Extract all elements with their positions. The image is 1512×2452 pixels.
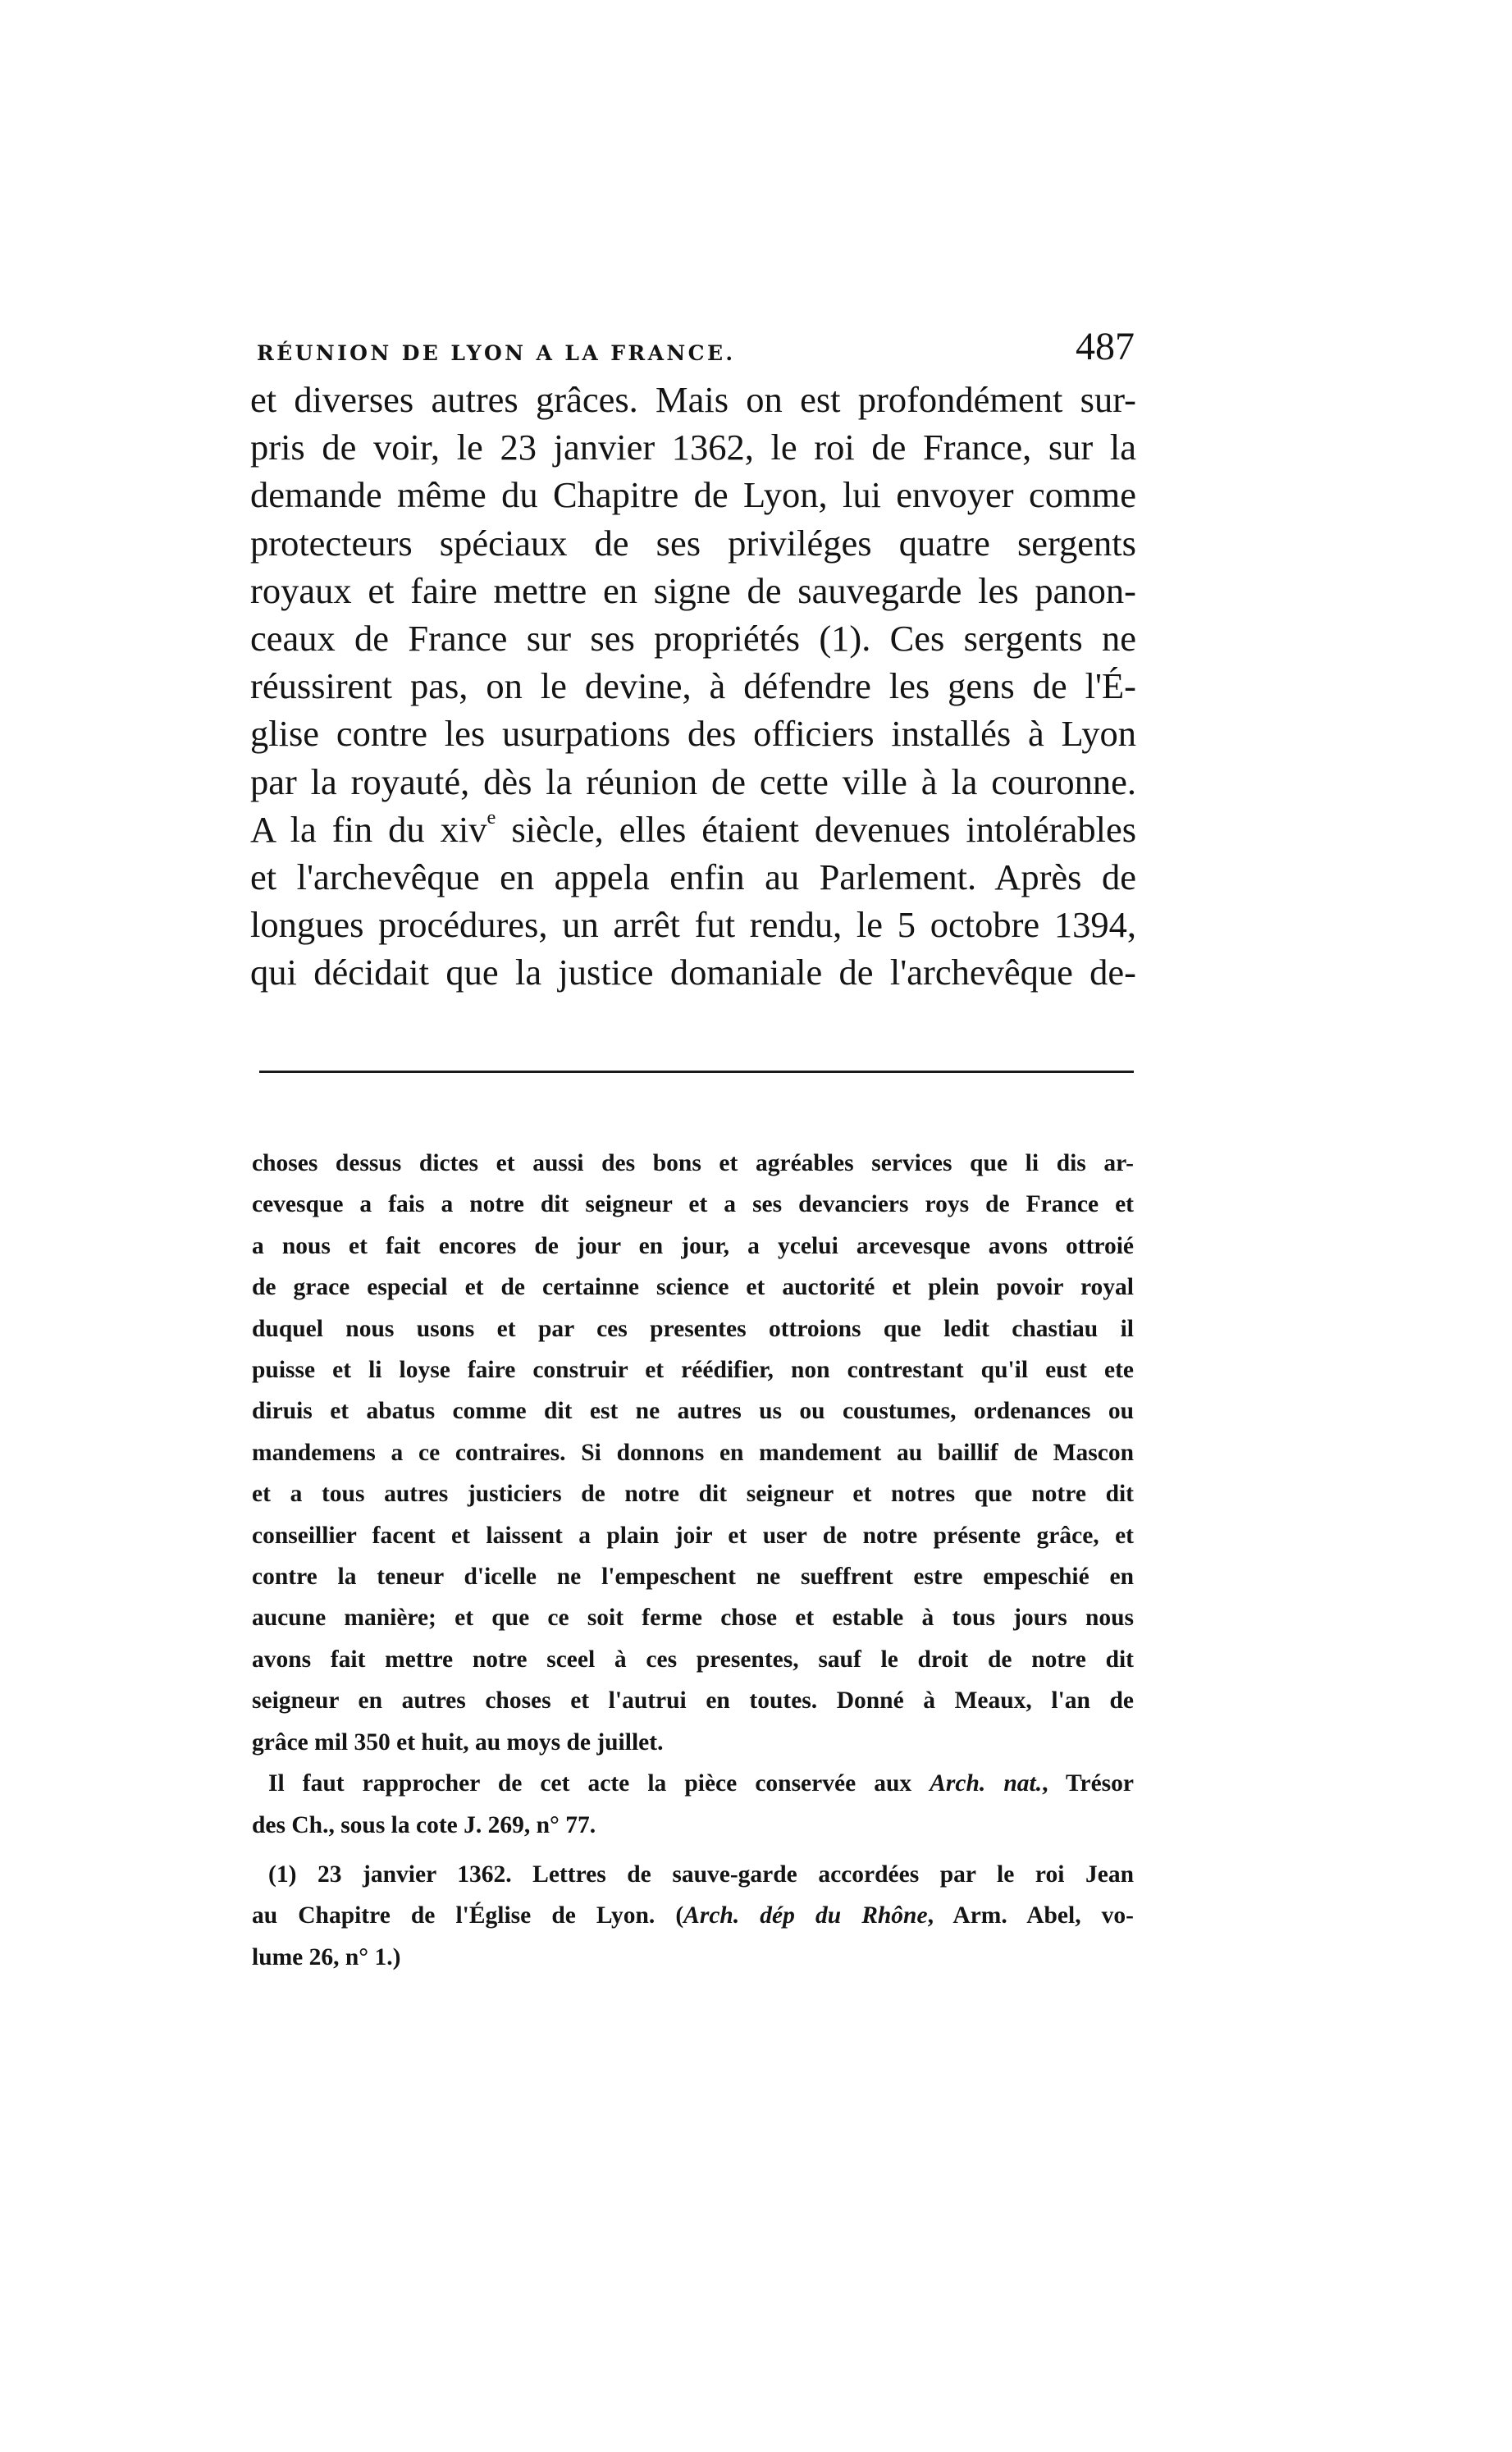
- note-line: grâce mil 350 et huit, au moys de juillet.: [252, 1728, 664, 1756]
- text-fragment: A la fin du xiv: [250, 808, 487, 850]
- note-line: puisse et li loyse faire construir et réédifier, non contrestant qu'il eust ete: [252, 1357, 1134, 1384]
- footnotes: [252, 1143, 1134, 1978]
- note-line: diruis et abatus comme dit est ne autres us ou coustumes, ordenances ou: [252, 1398, 1134, 1425]
- italic-reference: Arch. nat.: [930, 1770, 1043, 1797]
- text-line: protecteurs spéciaux de ses priviléges quatre sergents: [250, 522, 1136, 564]
- text-line: ceaux de France sur ses propriétés (1). Ces sergents ne: [250, 618, 1136, 660]
- page-number: 487: [1076, 325, 1135, 368]
- text-line: réussirent pas, on le devine, à défendre les gens de l'É-: [250, 665, 1136, 707]
- note-line: et a tous autres justiciers de notre dit seigneur et notres que notre dit: [252, 1481, 1134, 1508]
- note-line: de grace especial et de certainne science et auctorité et plein povoir royal: [252, 1274, 1134, 1301]
- note-line: aucune manière; et que ce soit ferme chose et estable à tous jours nous: [252, 1605, 1134, 1632]
- text-line: pris de voir, le 23 janvier 1362, le roi de France, sur la: [250, 427, 1136, 468]
- note-line: avons fait mettre notre sceel à ces presentes, sauf le droit de notre dit: [252, 1646, 1134, 1673]
- note-line: choses dessus dictes et aussi des bons et agréables services que li dis ar-: [252, 1150, 1134, 1176]
- text-fragment: , Trésor: [1042, 1770, 1134, 1797]
- text-fragment: Il faut rapprocher de cet acte la pièce conservée aux: [268, 1770, 930, 1797]
- footnote-1-line: [252, 1895, 1134, 1936]
- running-title: RÉUNION DE LYON A LA FRANCE.: [257, 341, 736, 365]
- note-line: duquel nous usons et par ces presentes ottroions que ledit chastiau il: [252, 1315, 1134, 1342]
- note-line: seigneur en autres choses et l'autrui en toutes. Donné à Meaux, l'an de: [252, 1687, 1134, 1715]
- text-line: royaux et faire mettre en signe de sauvegarde les panon-: [250, 569, 1136, 611]
- text-fragment: siècle, elles étaient devenues intolérables: [496, 808, 1137, 850]
- text-line: demande même du Chapitre de Lyon, lui envoyer comme: [250, 474, 1136, 516]
- italic-reference: Arch. dép du Rhône: [683, 1902, 928, 1929]
- footnote-1-line: (1) 23 janvier 1362. Lettres de sauve-garde accordées par le roi Jean: [268, 1861, 1134, 1888]
- text-line: [250, 806, 1136, 853]
- text-line: glise contre les usurpations des officiers installés à Lyon: [250, 713, 1136, 755]
- footnote-rule: [259, 1071, 1134, 1073]
- text-fragment: , Arm. Abel, vo-: [927, 1902, 1134, 1929]
- note-line: [252, 1763, 1134, 1804]
- text-line: longues procédures, un arrêt fut rendu, le 5 octobre 1394,: [250, 904, 1136, 946]
- note-line: cevesque a fais a notre dit seigneur et a ses devanciers roys de France et: [252, 1191, 1134, 1218]
- main-text: [250, 376, 1136, 997]
- running-head: [257, 325, 1135, 374]
- text-line: et diverses autres grâces. Mais on est profondément sur-: [250, 379, 1136, 420]
- note-line: des Ch., sous la cote J. 269, n° 77.: [252, 1811, 596, 1838]
- superscript: e: [486, 806, 496, 829]
- note-line: a nous et fait encores de jour en jour, a ycelui arcevesque avons ottroié: [252, 1232, 1134, 1259]
- note-line: mandemens a ce contraires. Si donnons en mandement au baillif de Mascon: [252, 1439, 1134, 1466]
- text-fragment: au Chapitre de l'Église de Lyon. (: [252, 1902, 684, 1929]
- text-line: qui décidait que la justice domaniale de l'archevêque de-: [250, 952, 1136, 993]
- note-line: conseillier facent et laissent a plain joir et user de notre présente grâce, et: [252, 1522, 1134, 1549]
- text-line: et l'archevêque en appela enfin au Parlement. Après de: [250, 856, 1136, 898]
- text-line: par la royauté, dès la réunion de cette ville à la couronne.: [250, 760, 1136, 802]
- note-line: contre la teneur d'icelle ne l'empeschent ne sueffrent estre empeschié en: [252, 1564, 1134, 1591]
- footnote-1-line: lume 26, n° 1.): [252, 1943, 401, 1970]
